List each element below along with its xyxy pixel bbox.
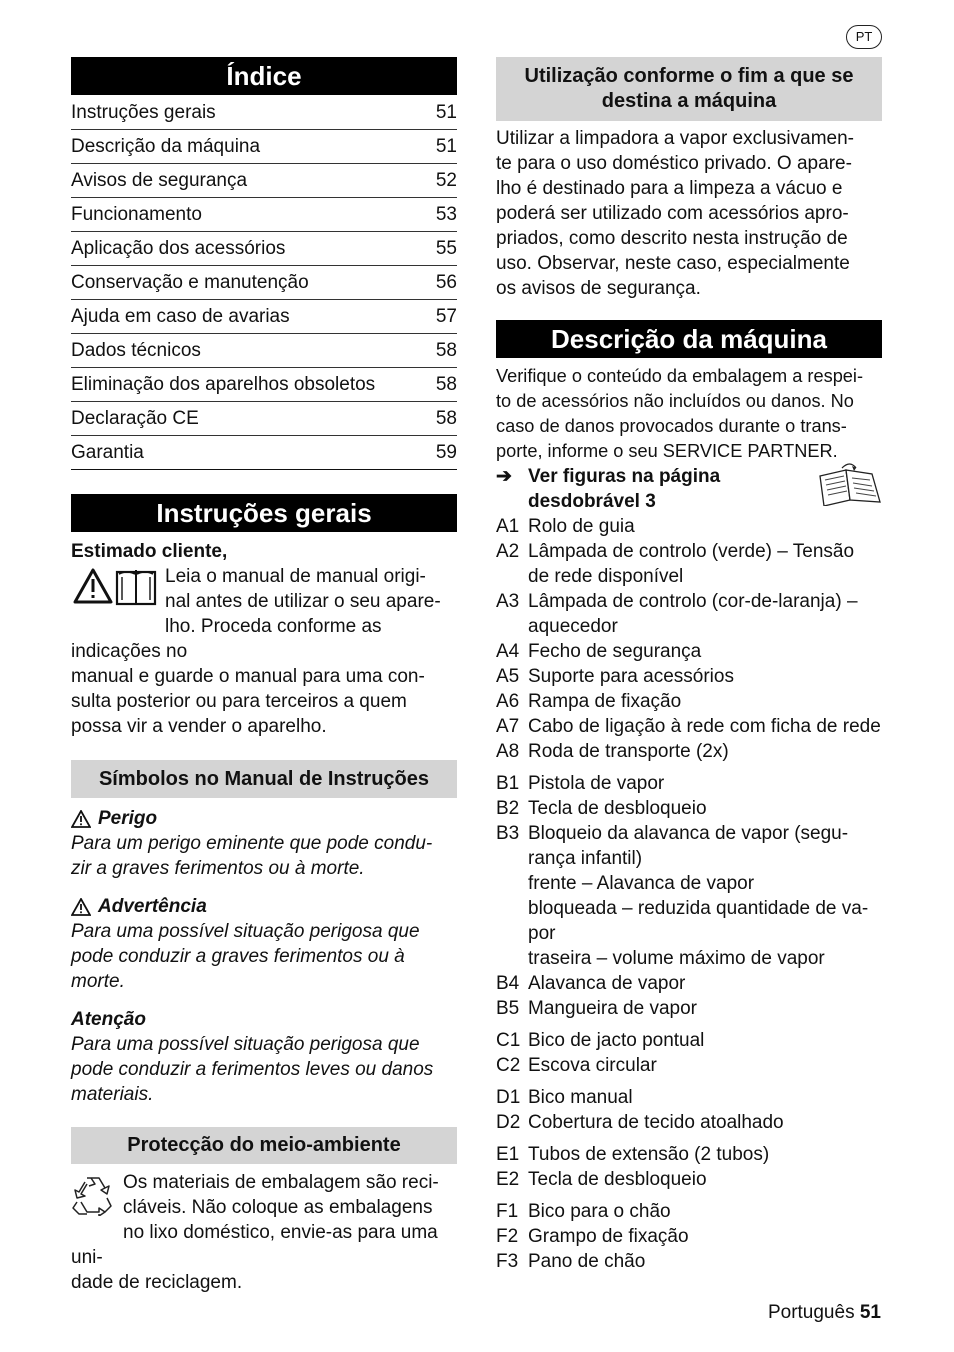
part-item (496, 821, 888, 846)
part-code: F2 (496, 1226, 519, 1247)
part-code: D1 (496, 1087, 521, 1108)
description-line: Verifique o conteúdo da embalagem a respei- (496, 366, 864, 386)
toc-page: 56 (435, 271, 457, 293)
part-item (496, 1085, 888, 1110)
caution-text (71, 1032, 457, 1107)
toc-label: Eliminação dos aparelhos obsoletos (71, 373, 376, 395)
part-item (496, 921, 888, 946)
toc-page: 58 (435, 339, 457, 361)
part-code: B1 (496, 773, 520, 794)
part-item (496, 1199, 888, 1224)
part-code: F1 (496, 1201, 519, 1222)
part-code: E2 (496, 1169, 520, 1190)
toc-page: 52 (435, 169, 457, 191)
greeting: Estimado cliente, (71, 541, 228, 562)
intended-use-line: te para o uso doméstico privado. O apare- (496, 153, 852, 174)
intended-use-line: lho é destinado para a limpeza a vácuo e (496, 178, 843, 199)
part-text: Mangueira de vapor (528, 998, 697, 1019)
toc-label: Ajuda em caso de avarias (71, 305, 290, 327)
environment-heading: Protecção do meio-ambiente (71, 1127, 457, 1164)
toc-row (71, 164, 457, 198)
part-code (496, 946, 528, 971)
part-code: B5 (496, 998, 520, 1019)
parts-list (496, 514, 888, 1274)
right-column (496, 57, 888, 1274)
caution-line: pode conduzir a ferimentos leves ou danos (71, 1059, 434, 1080)
toc-page: 59 (435, 441, 457, 463)
general-instructions-heading: Instruções gerais (71, 494, 457, 532)
description-intro (496, 364, 888, 464)
part-code (496, 896, 528, 921)
part-text: Rolo de guia (528, 516, 635, 537)
warning-line: pode conduzir a graves ferimentos ou à (71, 946, 405, 967)
part-text: Bico para o chão (528, 1201, 671, 1222)
part-text: Pano de chão (528, 1251, 646, 1272)
part-item (496, 796, 888, 821)
part-text: Tecla de desbloqueio (528, 1169, 707, 1190)
part-text: Alavanca de vapor (528, 973, 686, 994)
part-item (496, 589, 888, 614)
part-code: A6 (496, 691, 520, 712)
warning-line: morte. (71, 971, 125, 992)
part-text: Suporte para acessórios (528, 666, 734, 687)
danger-label: Perigo (98, 808, 158, 829)
part-item (496, 1142, 888, 1167)
see-figures-line: desdobrável 3 (528, 491, 656, 512)
general-intro (71, 564, 457, 739)
caution-line: materiais. (71, 1084, 154, 1105)
intro-line: Leia o manual de manual origi- (165, 566, 426, 587)
toc-label: Avisos de segurança (71, 169, 248, 191)
part-text: Rampa de fixação (528, 691, 682, 712)
part-code: A4 (496, 641, 520, 662)
recycle-icon (71, 1174, 115, 1223)
toc-row (71, 436, 457, 470)
warning-label: Advertência (98, 896, 207, 917)
toc-row (71, 334, 457, 368)
toc-row (71, 402, 457, 436)
toc-page: 55 (435, 237, 457, 259)
footer-language: Português (767, 1302, 855, 1323)
part-code: D2 (496, 1112, 521, 1133)
part-text: Bloqueio da alavanca de vapor (segu- (528, 823, 849, 844)
part-code: F3 (496, 1251, 519, 1272)
part-item (496, 771, 888, 796)
part-item (496, 664, 888, 689)
part-text: Cobertura de tecido atoalhado (528, 1112, 784, 1133)
toc-row (71, 300, 457, 334)
toc-page: 51 (435, 135, 457, 157)
environment-text (71, 1170, 457, 1295)
part-code: B3 (496, 823, 520, 844)
toc-page: 58 (435, 373, 457, 395)
caution-line: Para uma possível situação perigosa que (71, 1034, 420, 1055)
part-text: bloqueada – reduzida quantidade de va- (528, 898, 869, 919)
part-text: Cabo de ligação à rede com ficha de rede (528, 716, 881, 737)
part-text: Bico de jacto pontual (528, 1030, 705, 1051)
intended-use-line: Utilizar a limpadora a vapor exclusivamen- (496, 128, 854, 149)
warning-line: Para uma possível situação perigosa que (71, 921, 420, 942)
intended-use-title-line: Utilização conforme o fim a que se (524, 65, 854, 87)
part-item (496, 739, 888, 764)
toc-row (71, 232, 457, 266)
description-line: porte, informe o seu SERVICE PARTNER. (496, 441, 838, 461)
danger-line: Para um perigo eminente que pode condu- (71, 833, 433, 854)
part-item (496, 996, 888, 1021)
part-code: C2 (496, 1055, 521, 1076)
page-footer (768, 1302, 881, 1324)
toc-page: 58 (435, 407, 457, 429)
toc-label: Garantia (71, 441, 144, 463)
part-code (496, 871, 528, 896)
part-text: Lâmpada de controlo (verde) – Tensão (528, 541, 855, 562)
intended-use-title-line: destina a máquina (601, 90, 777, 112)
part-text: Bico manual (528, 1087, 633, 1108)
part-item (496, 539, 888, 564)
table-of-contents (71, 96, 457, 470)
part-code (496, 921, 528, 946)
part-code (496, 564, 528, 589)
toc-label: Funcionamento (71, 203, 202, 225)
part-item (496, 689, 888, 714)
left-column (71, 57, 457, 1295)
toc-row (71, 130, 457, 164)
part-text: Tecla de desbloqueio (528, 798, 707, 819)
part-item (496, 946, 888, 971)
part-text: frente – Alavanca de vapor (528, 873, 755, 894)
part-item (496, 564, 888, 589)
part-code: C1 (496, 1030, 521, 1051)
intro-line: possa vir a vender o aparelho. (71, 716, 327, 737)
fold-out-book-icon (816, 462, 886, 511)
environment-line: dade de reciclagem. (71, 1272, 243, 1293)
part-code: B4 (496, 973, 520, 994)
see-figures-note (496, 464, 888, 514)
part-code: A5 (496, 666, 520, 687)
part-text: Tubos de extensão (2 tubos) (528, 1144, 770, 1165)
part-text: Pistola de vapor (528, 773, 665, 794)
part-item (496, 614, 888, 639)
intended-use-line: uso. Observar, neste caso, especialmente (496, 253, 850, 274)
intro-line: lho. Proceda conforme as indicações no (71, 616, 382, 662)
intro-line: manual e guarde o manual para uma con- (71, 666, 425, 687)
part-item (496, 639, 888, 664)
toc-row (71, 198, 457, 232)
part-item (496, 1053, 888, 1078)
part-code (496, 614, 528, 639)
caution-label: Atenção (71, 1009, 146, 1030)
part-code: A7 (496, 716, 520, 737)
danger-line: zir a graves ferimentos ou à morte. (71, 858, 365, 879)
part-item (496, 971, 888, 996)
machine-description-heading: Descrição da máquina (496, 320, 882, 358)
toc-page: 57 (435, 305, 457, 327)
intended-use-text (496, 126, 888, 301)
toc-row (71, 266, 457, 300)
part-item (496, 871, 888, 896)
part-code: A2 (496, 541, 520, 562)
part-text: Escova circular (528, 1055, 657, 1076)
part-text: aquecedor (528, 616, 618, 637)
part-code: B2 (496, 798, 520, 819)
toc-label: Descrição da máquina (71, 135, 261, 157)
warning-triangle-icon (71, 898, 91, 916)
intended-use-line: priados, como descrito nesta instrução de (496, 228, 848, 249)
symbols-heading: Símbolos no Manual de Instruções (71, 760, 457, 798)
part-item (496, 1249, 888, 1274)
part-text: rança infantil) (528, 848, 643, 869)
intended-use-line: poderá ser utilizado com acessórios apro- (496, 203, 849, 224)
toc-page: 53 (435, 203, 457, 225)
toc-label: Aplicação dos acessórios (71, 237, 286, 259)
intro-line: sulta posterior ou para terceiros a quem (71, 691, 407, 712)
intended-use-heading (496, 57, 882, 121)
warning-triangle-icon (71, 810, 91, 828)
part-code: A8 (496, 741, 520, 762)
toc-page: 51 (435, 101, 457, 123)
warning-heading (71, 894, 457, 919)
arrow-right-icon: ➔ (496, 466, 512, 487)
part-item (496, 846, 888, 871)
intro-line: nal antes de utilizar o seu apare- (165, 591, 441, 612)
part-text: Fecho de segurança (528, 641, 702, 662)
part-text: por (528, 923, 556, 944)
description-line: caso de danos provocados durante o trans- (496, 416, 847, 436)
see-figures-line: Ver figuras na página (528, 466, 721, 487)
part-text: Grampo de fixação (528, 1226, 689, 1247)
part-code: A1 (496, 516, 520, 537)
description-line: to de acessórios não incluídos ou danos. No (496, 391, 854, 411)
part-item (496, 1028, 888, 1053)
danger-heading (71, 806, 457, 831)
part-text: Roda de transporte (2x) (528, 741, 729, 762)
toc-label: Instruções gerais (71, 101, 216, 123)
toc-label: Conservação e manutenção (71, 271, 309, 293)
part-item (496, 1224, 888, 1249)
intended-use-line: os avisos de segurança. (496, 278, 701, 299)
part-code: E1 (496, 1144, 520, 1165)
warning-manual-icon (71, 564, 159, 615)
footer-page-number: 51 (859, 1302, 881, 1323)
part-text: de rede disponível (528, 566, 684, 587)
environment-line: cláveis. Não coloque as embalagens (123, 1197, 433, 1218)
toc-label: Declaração CE (71, 407, 199, 429)
index-heading: Índice (71, 57, 457, 95)
toc-row (71, 96, 457, 130)
part-item (496, 1167, 888, 1192)
part-code: A3 (496, 591, 520, 612)
part-item (496, 1110, 888, 1135)
danger-text (71, 831, 457, 881)
part-item (496, 896, 888, 921)
environment-line: no lixo doméstico, envie-as para uma uni- (71, 1222, 438, 1268)
part-item (496, 514, 888, 539)
toc-label: Dados técnicos (71, 339, 201, 361)
part-item (496, 714, 888, 739)
toc-row (71, 368, 457, 402)
warning-text (71, 919, 457, 994)
caution-heading (71, 1007, 457, 1032)
part-code (496, 846, 528, 871)
language-badge: PT (846, 25, 882, 49)
part-text: traseira – volume máximo de vapor (528, 948, 825, 969)
environment-line: Os materiais de embalagem são reci- (123, 1172, 439, 1193)
part-text: Lâmpada de controlo (cor-de-laranja) – (528, 591, 858, 612)
